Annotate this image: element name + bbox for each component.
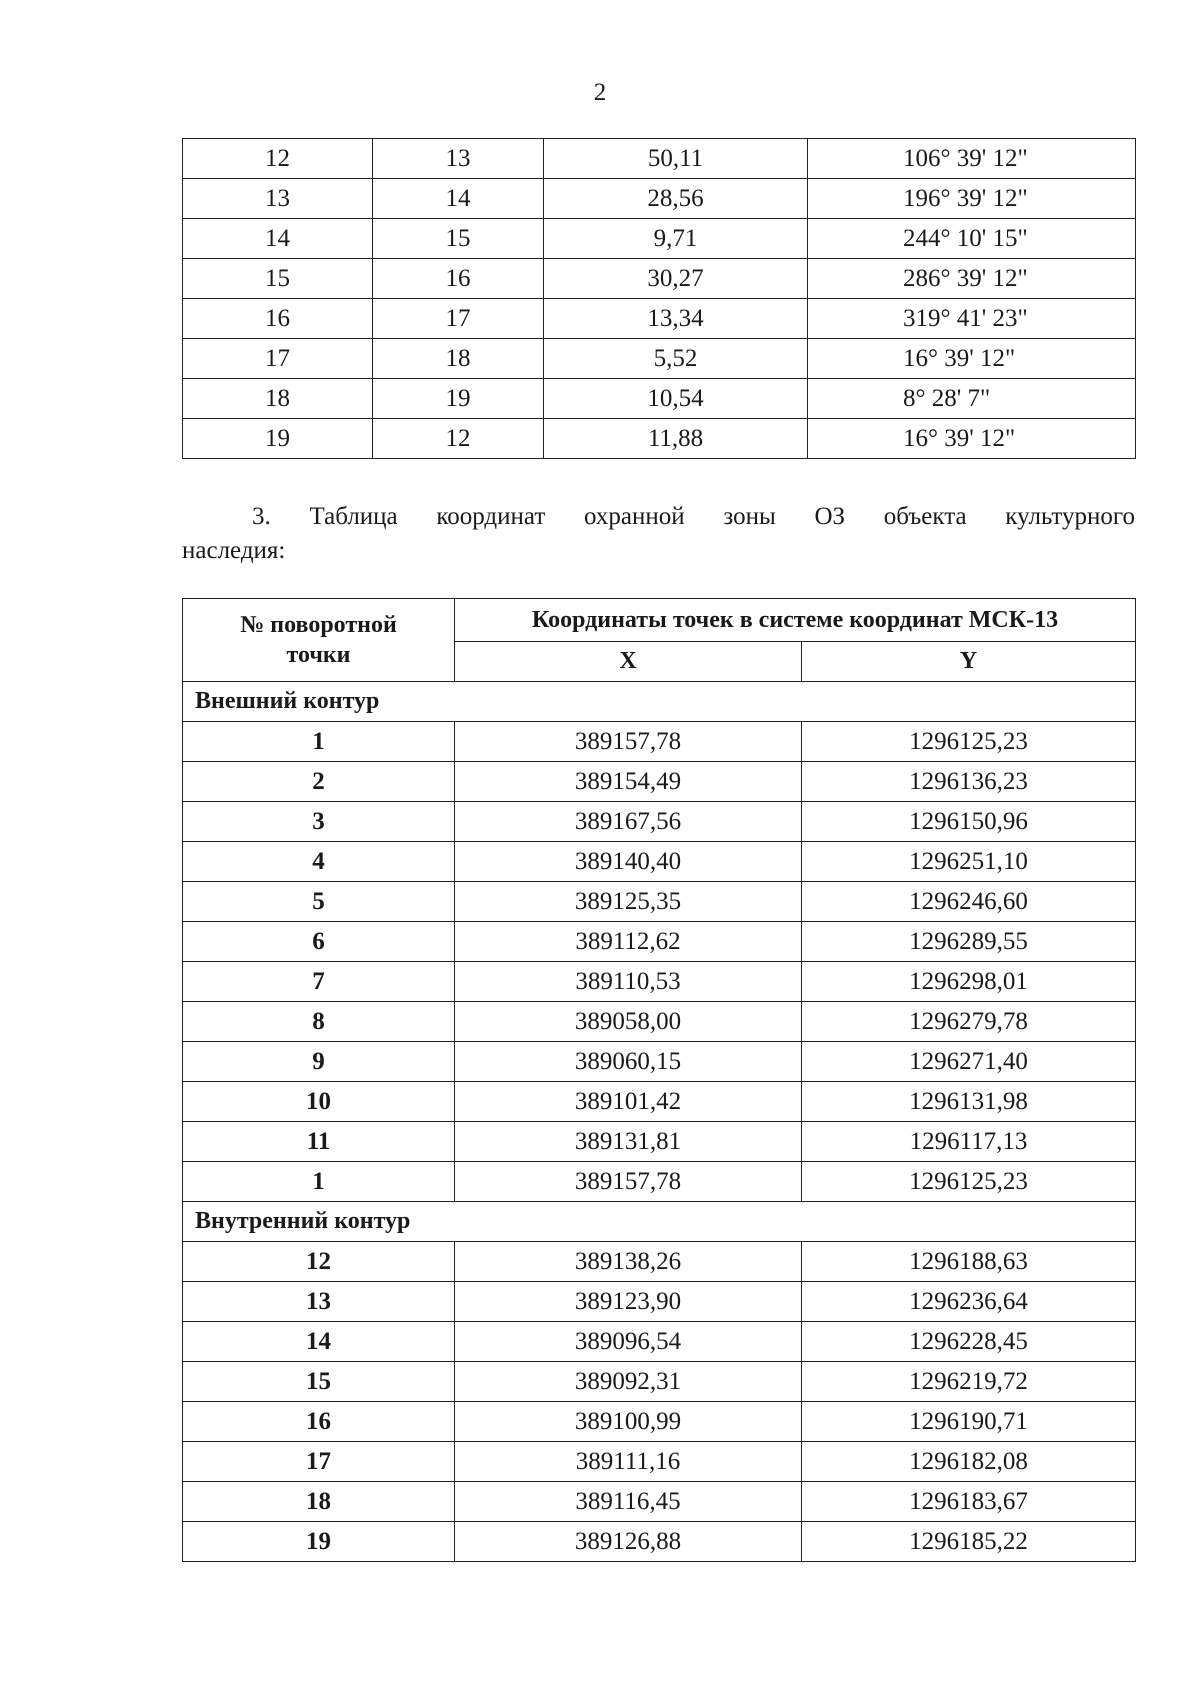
x-coordinate-cell: 389112,62 <box>455 922 802 962</box>
y-coordinate-cell: 1296131,98 <box>802 1082 1136 1122</box>
table-row <box>183 139 1136 179</box>
y-coordinate-cell: 1296188,63 <box>802 1242 1136 1282</box>
y-coordinate-cell: 1296279,78 <box>802 1002 1136 1042</box>
table-row <box>183 179 1136 219</box>
y-coordinate-cell: 1296190,71 <box>802 1402 1136 1442</box>
y-coordinate-cell: 1296150,96 <box>802 802 1136 842</box>
section-title: Внешний контур <box>183 682 1136 722</box>
coordinates-table-body <box>183 682 1136 1562</box>
length-cell: 28,56 <box>544 179 808 219</box>
point-number-cell: 15 <box>183 1362 455 1402</box>
point-number-cell: 18 <box>183 1482 455 1522</box>
table-row <box>183 842 1136 882</box>
point-number-cell: 6 <box>183 922 455 962</box>
length-cell: 30,27 <box>544 259 808 299</box>
x-coordinate-cell: 389138,26 <box>455 1242 802 1282</box>
table-row <box>183 1002 1136 1042</box>
point-number-cell: 14 <box>183 1322 455 1362</box>
point-number-cell: 11 <box>183 1122 455 1162</box>
from-point-cell: 14 <box>183 219 373 259</box>
table-row <box>183 419 1136 459</box>
table-row <box>183 1042 1136 1082</box>
table-row <box>183 1482 1136 1522</box>
point-number-cell: 7 <box>183 962 455 1002</box>
table-row <box>183 1282 1136 1322</box>
from-point-cell: 16 <box>183 299 373 339</box>
angle-cell: 319° 41' 23" <box>808 299 1136 339</box>
to-point-cell: 12 <box>373 419 544 459</box>
y-coordinate-cell: 1296289,55 <box>802 922 1136 962</box>
x-coordinate-cell: 389100,99 <box>455 1402 802 1442</box>
angle-cell: 106° 39' 12" <box>808 139 1136 179</box>
x-coordinate-cell: 389096,54 <box>455 1322 802 1362</box>
paragraph-line-1: 3. Таблица координат охранной зоны ОЗ объекта культурного <box>252 503 1135 530</box>
x-coordinate-cell: 389116,45 <box>455 1482 802 1522</box>
table-row <box>183 1402 1136 1442</box>
table-row <box>183 922 1136 962</box>
angle-cell: 16° 39' 12" <box>808 419 1136 459</box>
y-column-header: Y <box>802 641 1136 682</box>
table-row <box>183 339 1136 379</box>
length-cell: 10,54 <box>544 379 808 419</box>
section-paragraph <box>182 500 1135 568</box>
y-coordinate-cell: 1296246,60 <box>802 882 1136 922</box>
to-point-cell: 16 <box>373 259 544 299</box>
x-coordinate-cell: 389123,90 <box>455 1282 802 1322</box>
y-coordinate-cell: 1296125,23 <box>802 1162 1136 1202</box>
x-coordinate-cell: 389157,78 <box>455 722 802 762</box>
y-coordinate-cell: 1296117,13 <box>802 1122 1136 1162</box>
x-coordinate-cell: 389092,31 <box>455 1362 802 1402</box>
from-point-cell: 15 <box>183 259 373 299</box>
y-coordinate-cell: 1296125,23 <box>802 722 1136 762</box>
angle-cell: 244° 10' 15" <box>808 219 1136 259</box>
length-cell: 9,71 <box>544 219 808 259</box>
point-number-cell: 19 <box>183 1522 455 1562</box>
x-coordinate-cell: 389125,35 <box>455 882 802 922</box>
angle-cell: 196° 39' 12" <box>808 179 1136 219</box>
length-cell: 13,34 <box>544 299 808 339</box>
x-column-header: X <box>455 641 802 682</box>
point-number-cell: 4 <box>183 842 455 882</box>
table-row <box>183 1122 1136 1162</box>
table-row <box>183 299 1136 339</box>
from-point-cell: 13 <box>183 179 373 219</box>
page-number: 2 <box>593 79 607 106</box>
point-number-cell: 8 <box>183 1002 455 1042</box>
table-row <box>183 762 1136 802</box>
angle-cell: 8° 28' 7" <box>808 379 1136 419</box>
x-coordinate-cell: 389154,49 <box>455 762 802 802</box>
table-row <box>183 802 1136 842</box>
y-coordinate-cell: 1296236,64 <box>802 1282 1136 1322</box>
table-row <box>183 379 1136 419</box>
x-coordinate-cell: 389060,15 <box>455 1042 802 1082</box>
x-coordinate-cell: 389111,16 <box>455 1442 802 1482</box>
length-cell: 11,88 <box>544 419 808 459</box>
section-title: Внутренний контур <box>183 1202 1136 1242</box>
from-point-cell: 19 <box>183 419 373 459</box>
point-number-cell: 1 <box>183 1162 455 1202</box>
y-coordinate-cell: 1296185,22 <box>802 1522 1136 1562</box>
y-coordinate-cell: 1296271,40 <box>802 1042 1136 1082</box>
sides-table-body <box>183 139 1136 459</box>
from-point-cell: 17 <box>183 339 373 379</box>
sides-table <box>182 138 1136 459</box>
paragraph-line-2: наследия: <box>182 537 286 564</box>
table-row <box>183 1442 1136 1482</box>
point-number-cell: 2 <box>183 762 455 802</box>
point-number-cell: 17 <box>183 1442 455 1482</box>
table-row <box>183 722 1136 762</box>
y-coordinate-cell: 1296219,72 <box>802 1362 1136 1402</box>
section-row <box>183 682 1136 722</box>
y-coordinate-cell: 1296182,08 <box>802 1442 1136 1482</box>
section-row <box>183 1202 1136 1242</box>
y-coordinate-cell: 1296228,45 <box>802 1322 1136 1362</box>
x-coordinate-cell: 389101,42 <box>455 1082 802 1122</box>
x-coordinate-cell: 389157,78 <box>455 1162 802 1202</box>
point-number-cell: 13 <box>183 1282 455 1322</box>
x-coordinate-cell: 389058,00 <box>455 1002 802 1042</box>
from-point-cell: 18 <box>183 379 373 419</box>
from-point-cell: 12 <box>183 139 373 179</box>
table-row <box>183 1242 1136 1282</box>
to-point-cell: 14 <box>373 179 544 219</box>
x-coordinate-cell: 389131,81 <box>455 1122 802 1162</box>
y-coordinate-cell: 1296183,67 <box>802 1482 1136 1522</box>
angle-cell: 286° 39' 12" <box>808 259 1136 299</box>
table-row <box>183 259 1136 299</box>
header-row-1 <box>183 599 1136 642</box>
to-point-cell: 13 <box>373 139 544 179</box>
coordinates-table-header <box>183 599 1136 682</box>
x-coordinate-cell: 389126,88 <box>455 1522 802 1562</box>
point-number-cell: 16 <box>183 1402 455 1442</box>
table-row <box>183 219 1136 259</box>
y-coordinate-cell: 1296298,01 <box>802 962 1136 1002</box>
x-coordinate-cell: 389140,40 <box>455 842 802 882</box>
x-coordinate-cell: 389110,53 <box>455 962 802 1002</box>
to-point-cell: 18 <box>373 339 544 379</box>
coords-column-header: Координаты точек в системе координат МСК-13 <box>455 599 1136 642</box>
to-point-cell: 19 <box>373 379 544 419</box>
point-number-cell: 1 <box>183 722 455 762</box>
table-row <box>183 1082 1136 1122</box>
table-row <box>183 1522 1136 1562</box>
length-cell: 5,52 <box>544 339 808 379</box>
point-number-cell: 5 <box>183 882 455 922</box>
table-row <box>183 1322 1136 1362</box>
point-column-header: № поворотной точки <box>183 599 455 682</box>
coordinates-table <box>182 598 1136 1562</box>
point-number-cell: 3 <box>183 802 455 842</box>
table-row <box>183 1362 1136 1402</box>
table-row <box>183 882 1136 922</box>
point-number-cell: 9 <box>183 1042 455 1082</box>
y-coordinate-cell: 1296136,23 <box>802 762 1136 802</box>
angle-cell: 16° 39' 12" <box>808 339 1136 379</box>
y-coordinate-cell: 1296251,10 <box>802 842 1136 882</box>
to-point-cell: 15 <box>373 219 544 259</box>
length-cell: 50,11 <box>544 139 808 179</box>
table-row <box>183 962 1136 1002</box>
table-row <box>183 1162 1136 1202</box>
point-number-cell: 12 <box>183 1242 455 1282</box>
x-coordinate-cell: 389167,56 <box>455 802 802 842</box>
to-point-cell: 17 <box>373 299 544 339</box>
point-number-cell: 10 <box>183 1082 455 1122</box>
